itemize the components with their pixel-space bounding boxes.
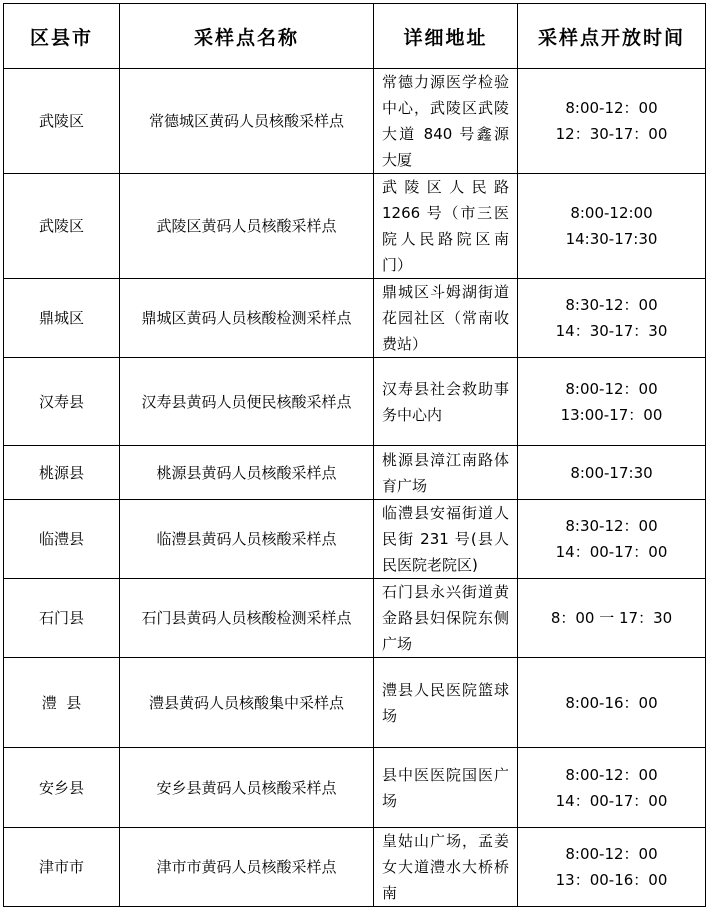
hours-cell: 8:00-16：00 (518, 658, 706, 748)
hours-cell: 8:00-17:30 (518, 446, 706, 500)
hours-cell: 8:30-12：00 14：00-17：00 (518, 500, 706, 579)
district-cell: 安乡县 (4, 748, 120, 828)
address-cell: 县中医医院国医广场 (374, 748, 518, 828)
sampling-sites-table (3, 3, 706, 907)
district-cell: 石门县 (4, 579, 120, 658)
address-cell: 鼎城区斗姆湖街道花园社区（常南收费站） (374, 279, 518, 358)
site-cell: 武陵区黄码人员核酸采样点 (120, 174, 374, 279)
address-cell: 武陵区人民路 1266 号（市三医院人民路院区南门） (374, 174, 518, 279)
address-cell: 澧县人民医院篮球场 (374, 658, 518, 748)
hours-cell: 8:30-12：00 14：30-17：30 (518, 279, 706, 358)
district-cell: 桃源县 (4, 446, 120, 500)
site-cell: 石门县黄码人员核酸检测采样点 (120, 579, 374, 658)
table-row (4, 174, 706, 279)
hours-cell: 8:00-12：00 14：00-17：00 (518, 748, 706, 828)
district-cell: 武陵区 (4, 174, 120, 279)
table-row (4, 658, 706, 748)
header-site-name: 采样点名称 (120, 4, 374, 69)
table-row (4, 279, 706, 358)
table-row (4, 358, 706, 446)
header-district: 区县市 (4, 4, 120, 69)
address-cell: 汉寿县社会救助事务中心内 (374, 358, 518, 446)
site-cell: 澧县黄码人员核酸集中采样点 (120, 658, 374, 748)
address-cell: 桃源县漳江南路体育广场 (374, 446, 518, 500)
address-cell: 临澧县安福街道人民街 231 号(县人民医院老院区) (374, 500, 518, 579)
table-row (4, 446, 706, 500)
district-cell: 武陵区 (4, 69, 120, 174)
site-cell: 安乡县黄码人员核酸采样点 (120, 748, 374, 828)
table-row (4, 500, 706, 579)
district-cell: 澧 县 (4, 658, 120, 748)
address-cell: 皇姑山广场，孟姜女大道澧水大桥桥南 (374, 828, 518, 907)
table-row (4, 579, 706, 658)
address-cell: 石门县永兴街道黄金路县妇保院东侧广场 (374, 579, 518, 658)
hours-cell: 8:00-12：00 12：30-17：00 (518, 69, 706, 174)
district-cell: 临澧县 (4, 500, 120, 579)
site-cell: 桃源县黄码人员核酸采样点 (120, 446, 374, 500)
hours-cell: 8:00-12:00 14:30-17:30 (518, 174, 706, 279)
hours-cell: 8:00-12：00 13:00-17：00 (518, 358, 706, 446)
table-row (4, 69, 706, 174)
table-row (4, 748, 706, 828)
district-cell: 汉寿县 (4, 358, 120, 446)
district-cell: 津市市 (4, 828, 120, 907)
header-address: 详细地址 (374, 4, 518, 69)
header-open-hours: 采样点开放时间 (518, 4, 706, 69)
site-cell: 津市市黄码人员核酸采样点 (120, 828, 374, 907)
address-cell: 常德力源医学检验中心，武陵区武陵大道 840 号鑫源大厦 (374, 69, 518, 174)
site-cell: 鼎城区黄码人员核酸检测采样点 (120, 279, 374, 358)
site-cell: 常德城区黄码人员核酸采样点 (120, 69, 374, 174)
table-row (4, 828, 706, 907)
hours-cell: 8:00-12：00 13：00-16：00 (518, 828, 706, 907)
site-cell: 汉寿县黄码人员便民核酸采样点 (120, 358, 374, 446)
hours-cell: 8：00 一 17：30 (518, 579, 706, 658)
district-cell: 鼎城区 (4, 279, 120, 358)
site-cell: 临澧县黄码人员核酸采样点 (120, 500, 374, 579)
header-row (4, 4, 706, 69)
